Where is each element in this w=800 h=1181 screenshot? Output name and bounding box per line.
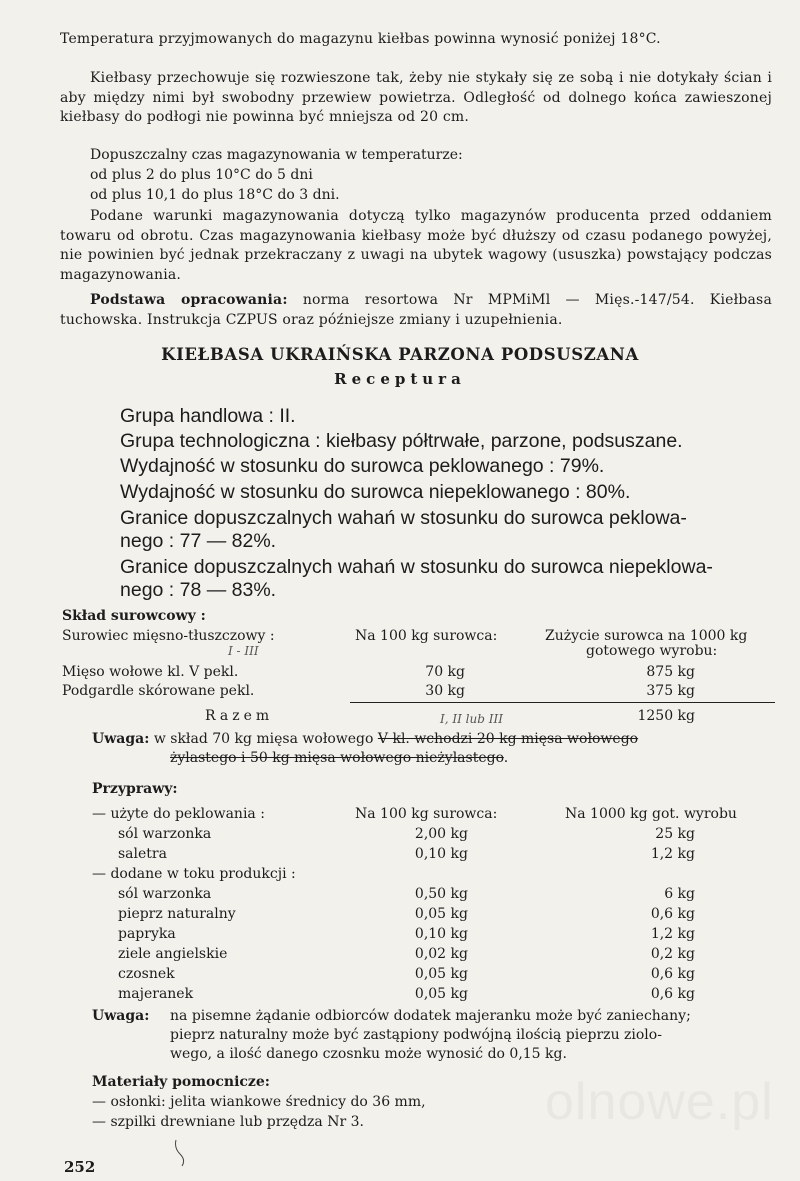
sklad-col-raw: Surowiec mięsno-tłuszczowy :	[62, 628, 275, 644]
basis-text: norma resortowa Nr MPMiMl — Mięs.-147/54. Kiełbasa tuchowska. Instrukcja CZPUS oraz późniejsze zmiany i uzupełnienia.	[60, 292, 772, 328]
spice-row-per100: 0,02 kg	[414, 946, 468, 962]
spices-heading: Przyprawy:	[92, 781, 178, 797]
sklad-heading: Skład surowcowy :	[62, 608, 206, 624]
sklad-note-text: w skład 70 kg mięsa wołowego	[153, 731, 374, 747]
storage-time-heading: Dopuszczalny czas magazynowania w temperaturze:	[90, 147, 463, 163]
handwritten-note-1: I - III	[228, 644, 259, 658]
spice-row-per1000: 0,6 kg	[650, 966, 695, 982]
spice-row-per100: 0,05 kg	[414, 906, 468, 922]
info-line-yield-cured: Wydajność w stosunku do surowca peklowanego : 79%.	[120, 455, 605, 477]
sklad-col-per1000-b: gotowego wyrobu:	[586, 643, 718, 659]
spice-row-name: saletra	[118, 846, 167, 862]
sklad-note-strike-2: żylastego i 50 kg mięsa wołowego nieżylastego	[170, 750, 504, 766]
spice-row-per1000: 0,2 kg	[650, 946, 695, 962]
sklad-note	[92, 731, 638, 747]
spice-row-name: sól warzonka	[118, 886, 212, 902]
range-uncured-part1: Granice dopuszczalnych wahań w stosunku do surowca niepeklowa-	[120, 556, 713, 578]
sklad-row-name: Podgardle skórowane pekl.	[62, 683, 255, 699]
recipe-subtitle: Receptura	[334, 370, 466, 388]
materials-line-2: — szpilki drewniane lub przędza Nr 3.	[92, 1114, 364, 1130]
sklad-note-label: Uwaga:	[92, 731, 150, 747]
paragraph-temperature: Temperatura przyjmowanych do magazynu kiełbas powinna wynosić poniżej 18°C.	[60, 31, 661, 47]
info-line-tech-group: Grupa technologiczna : kiełbasy półtrwałe, parzone, podsuszane.	[120, 430, 683, 452]
range-cured-part1: Granice dopuszczalnych wahań w stosunku do surowca peklowa-	[120, 507, 687, 529]
spices-col-per100: Na 100 kg surowca:	[355, 806, 498, 822]
page-number: 252	[64, 1158, 96, 1176]
watermark-text: olnowe.pl	[545, 1073, 774, 1131]
spices-group-production: — dodane w toku produkcji :	[92, 866, 296, 882]
spice-row-per1000: 1,2 kg	[650, 926, 695, 942]
spices-note-line-3: wego, a ilość danego czosnku może wynosić do 0,15 kg.	[170, 1046, 567, 1062]
spice-row-per1000: 6 kg	[664, 886, 695, 902]
spice-row-name: ziele angielskie	[118, 946, 228, 962]
spice-row-per100: 0,10 kg	[414, 926, 468, 942]
spice-row-per1000: 0,6 kg	[650, 906, 695, 922]
handwritten-note-2: I, II lub III	[440, 712, 503, 726]
sklad-note-strike-1: V kl. wchodzi 20 kg mięsa wołowego	[377, 731, 639, 747]
sklad-row-per100: 70 kg	[425, 664, 465, 680]
spice-row-per1000: 0,6 kg	[650, 986, 695, 1002]
spice-row-per100: 0,05 kg	[414, 986, 468, 1002]
basis-label: Podstawa opracowania:	[90, 292, 288, 308]
spice-row-name: czosnek	[118, 966, 175, 982]
materials-line-1: — osłonki: jelita wiankowe średnicy do 36 mm,	[92, 1094, 426, 1110]
spices-note-label: Uwaga:	[92, 1008, 150, 1024]
spice-row-per100: 0,50 kg	[414, 886, 468, 902]
info-line-trade-group: Grupa handlowa : II.	[120, 405, 296, 427]
total-label: Razem	[205, 708, 274, 724]
spices-col-per1000: Na 1000 kg got. wyrobu	[565, 806, 737, 822]
pencil-mark-icon	[170, 1138, 190, 1168]
sklad-col-per100: Na 100 kg surowca:	[355, 628, 498, 644]
sklad-note-end: .	[503, 750, 509, 766]
paragraph-basis	[60, 291, 772, 330]
paragraph-conditions: Podane warunki magazynowania dotyczą tylko magazynów producenta przed oddaniem towaru od obrotu. Czas magazynowania kiełbasy może być dłuższy od czasu podanego powyżej, nie powinien być jednak przekraczany z uwagi na ubytek wagowy (ususzka) powstający podczas magazynowania.	[60, 208, 772, 283]
sklad-row-per1000: 375 kg	[646, 683, 695, 699]
recipe-title: KIEŁBASA UKRAIŃSKA PARZONA PODSUSZANA	[161, 345, 639, 364]
spice-row-per100: 0,10 kg	[414, 846, 468, 862]
spice-row-per1000: 25 kg	[655, 826, 695, 842]
spice-row-per100: 0,05 kg	[414, 966, 468, 982]
spices-note-line-2: pieprz naturalny może być zastąpiony podwójną ilością pieprzu ziolo-	[170, 1027, 662, 1043]
sklad-col-per1000-a: Zużycie surowca na 1000 kg	[545, 628, 748, 644]
spice-row-name: majeranek	[118, 986, 194, 1002]
spices-note-line-1: na pisemne żądanie odbiorców dodatek majeranku może być zaniechany;	[170, 1008, 691, 1024]
info-line-yield-uncured: Wydajność w stosunku do surowca niepeklowanego : 80%.	[120, 481, 631, 503]
spice-row-name: papryka	[118, 926, 176, 942]
total-rule	[350, 702, 775, 703]
spice-row-per100: 2,00 kg	[414, 826, 468, 842]
spice-row-per1000: 1,2 kg	[650, 846, 695, 862]
spices-group-curing: — użyte do peklowania :	[92, 806, 265, 822]
spice-row-name: pieprz naturalny	[118, 906, 236, 922]
sklad-row-per1000: 875 kg	[646, 664, 695, 680]
paragraph-hanging: Kiełbasy przechowuje się rozwieszone tak, żeby nie stykały się ze sobą i nie dotykały ścian i aby między nimi był swobodny przewiew powietrza. Odległość od dolnego końca zawieszonej kiełbasy do podłogi nie powinna być mniejsza od 20 cm.	[60, 70, 772, 125]
spice-row-name: sól warzonka	[118, 826, 212, 842]
total-value: 1250 kg	[637, 708, 695, 724]
materials-heading: Materiały pomocnicze:	[92, 1074, 270, 1090]
storage-time-line-1: od plus 2 do plus 10°C do 5 dni	[90, 167, 313, 183]
sklad-note-line-2	[170, 750, 508, 766]
range-cured-part2: nego : 77 — 82%.	[120, 530, 277, 552]
range-uncured-part2: nego : 78 — 83%.	[120, 579, 277, 601]
info-line-range-cured	[120, 506, 772, 531]
sklad-row-per100: 30 kg	[425, 683, 465, 699]
storage-time-line-2: od plus 10,1 do plus 18°C do 3 dni.	[90, 187, 340, 203]
sklad-row-name: Mięso wołowe kl. V pekl.	[62, 664, 239, 680]
